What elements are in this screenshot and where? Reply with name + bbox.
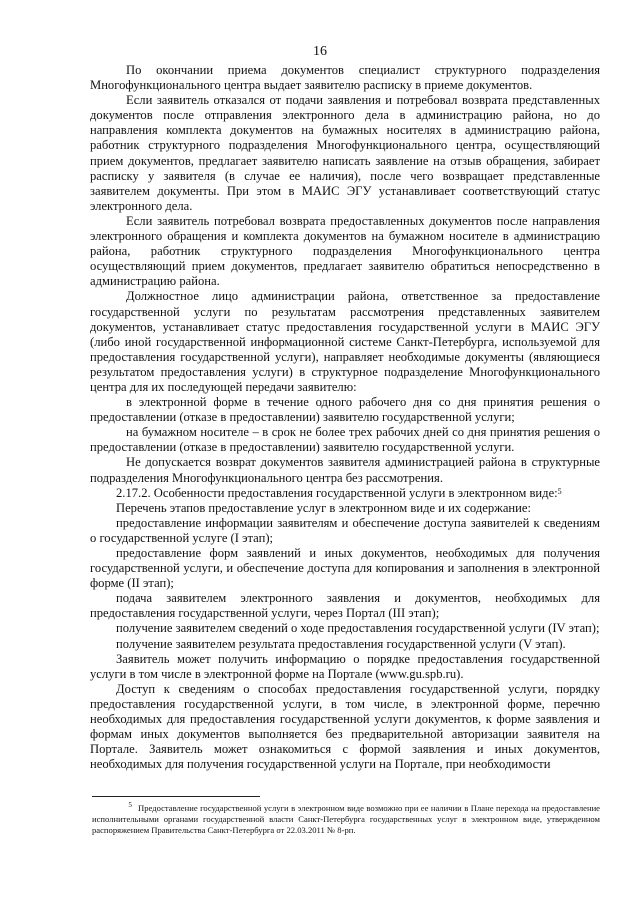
paragraph-paper-term: на бумажном носителе – в срок не более трех рабочих дней со дня принятия решения о предоставлении (отказе в предоставлении) заявителю государственной услуги. [90, 425, 600, 455]
footnote-mark [92, 800, 138, 814]
paragraph-stage-3: подача заявителем электронного заявления и документов, необходимых для предоставления государственной услуги, через Портал (III этап); [90, 591, 600, 621]
footnote [92, 800, 600, 836]
paragraph-refusal-before-sending: Если заявитель отказался от подачи заявления и потребовал возврата представленных документов после отправления электронного дела в администрацию района, но до направления комплекта документов на бумажных носителях в администрацию района, работник структурного подразделения Многофункционального центра, осуществляющий прием документов, предлагает заявителю написать заявление на отзыв обращения, забирает расписку у заявителя (в случае ее наличия), после чего возвращает представленные заявителем документы. При этом в МАИС ЭГУ устанавливает соответствующий статус электронного дела. [90, 93, 600, 213]
footnote-reference: 5 [557, 486, 562, 496]
paragraph-portal-info: Заявитель может получить информацию о порядке предоставления государственной услуги в том числе в электронной форме на Портале (www.gu.spb.ru). [90, 651, 600, 681]
paragraph-official-status: Должностное лицо администрации района, ответственное за предоставление государственной услуги по результатам рассмотрения представленных заявителем документов, устанавливает статус предоставления государственной услуги в МАИС ЭГУ (либо иной государственной информационной системе Санкт-Петербурга, используемой для предоставления государственной услуги), направляет необходимые документы (являющиеся результатом предоставления услуги) в структурное подразделение Многофункционального центра для их последующей передачи заявителю: [90, 289, 600, 394]
paragraph-receipt: По окончании приема документов специалист структурного подразделения Многофункционального центра выдает заявителю расписку в приеме документов. [90, 63, 600, 93]
paragraph-electronic-term: в электронной форме в течение одного рабочего дня со дня принятия решения о предоставлении (отказе в предоставлении) заявителю государственной услуги; [90, 395, 600, 425]
footnote-divider [92, 796, 260, 797]
paragraph-portal-access: Доступ к сведениям о способах предоставления государственной услуги, порядку предоставления государственной услуги, в том числе, в электронной форме, перечню необходимых для предоставления государственной услуги документов, к форме заявления и формам иных документов выполняется без предварительной авторизации заявителя на Портале. Заявитель может ознакомиться с формой заявления и иных документов, необходимых для получения государственной услуги на Портале, при необходимости [90, 681, 600, 772]
section-heading-2-17-2 [90, 486, 600, 501]
footnote-number: 5 [128, 801, 132, 809]
paragraph-stages-list-intro: Перечень этапов предоставление услуг в электронном виде и их содержание: [116, 500, 531, 515]
paragraph-stage-1: предоставление информации заявителям и обеспечение доступа заявителей к сведениям о государственной услуге (I этап); [90, 515, 600, 545]
section-heading-text: 2.17.2. Особенности предоставления государственной услуги в электронном виде: [116, 485, 558, 500]
document-body [90, 63, 600, 772]
paragraph-stage-2: предоставление форм заявлений и иных документов, необходимых для получения государственной услуги, и обеспечение доступа для копирования и заполнения в электронной форме (II этап); [90, 546, 600, 591]
footnote-text: Предоставление государственной услуги в электронном виде возможно при ее наличии в Плане перехода на предоставление исполнительными органами государственной власти Санкт-Петербурга государственных услуг в электронном виде, утвержденном распоряжением Правительства Санкт-Петербурга от 22.03.2011 № 8-рп. [92, 802, 600, 835]
paragraph-refusal-after-sending: Если заявитель потребовал возврата предоставленных документов после направления электронного обращения и комплекта документов на бумажном носителе в администрацию района, работник структурного подразделения Многофункционального центра осуществляющий прием документов, предлагает заявителю обратиться непосредственно в администрацию района. [90, 213, 600, 289]
paragraph-stage-5: получение заявителем результата предоставления государственной услуги (V этап). [116, 636, 566, 651]
paragraph-stage-4: получение заявителем сведений о ходе предоставления государственной услуги (IV этап); [116, 621, 600, 636]
paragraph-no-return: Не допускается возврат документов заявителя администрацией района в структурные подразделения Многофункционального центра без рассмотрения. [90, 455, 600, 485]
page-number: 16 [313, 44, 327, 59]
